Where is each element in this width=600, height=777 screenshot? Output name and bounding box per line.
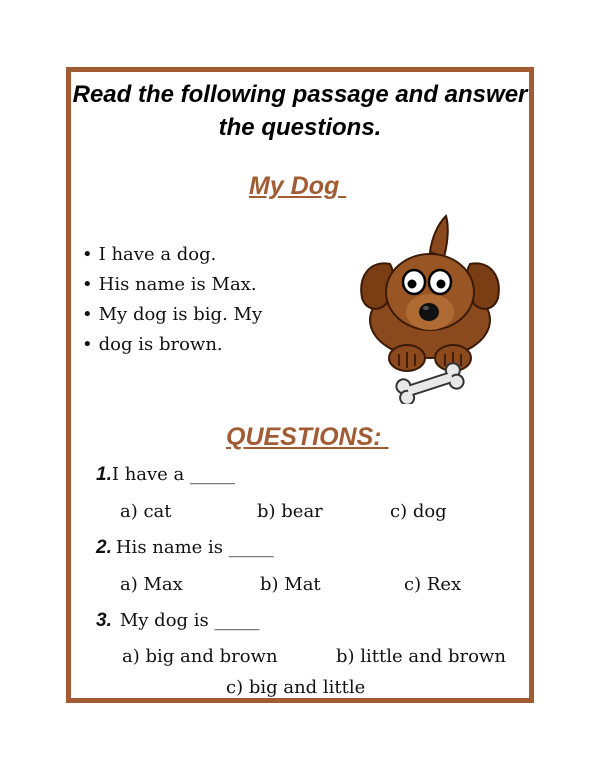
question-text: His name is _____ xyxy=(115,537,274,558)
question-text: My dog is _____ xyxy=(119,610,260,631)
question-1 xyxy=(96,464,235,486)
passage-line: • I have a dog. xyxy=(82,240,262,270)
dog-illustration-icon xyxy=(352,212,508,404)
question-number: 1. xyxy=(96,464,112,485)
question-number: 3. xyxy=(96,610,112,631)
option-c: c) big and little xyxy=(226,677,366,698)
option-a: a) big and brown xyxy=(122,646,278,667)
option-a: a) Max xyxy=(120,574,183,595)
question-number: 2. xyxy=(96,537,112,558)
question-text: I have a _____ xyxy=(111,464,236,485)
story-title: My Dog xyxy=(249,172,347,200)
passage-line: • His name is Max. xyxy=(82,270,262,300)
instructions-line-2: the questions. xyxy=(218,114,382,141)
option-a: a) cat xyxy=(120,501,172,522)
option-b: b) bear xyxy=(257,501,323,522)
question-3 xyxy=(96,610,260,632)
option-b: b) Mat xyxy=(260,574,321,595)
instructions xyxy=(70,78,530,144)
option-b: b) little and brown xyxy=(336,646,506,667)
question-2 xyxy=(96,537,274,559)
instructions-line-1: Read the following passage and answer xyxy=(72,81,528,108)
passage-line: • dog is brown. xyxy=(82,330,262,360)
passage-line: • My dog is big. My xyxy=(82,300,262,330)
questions-heading: QUESTIONS: xyxy=(226,423,389,451)
option-c: c) dog xyxy=(390,501,447,522)
story-passage xyxy=(82,240,262,360)
option-c: c) Rex xyxy=(404,574,462,595)
